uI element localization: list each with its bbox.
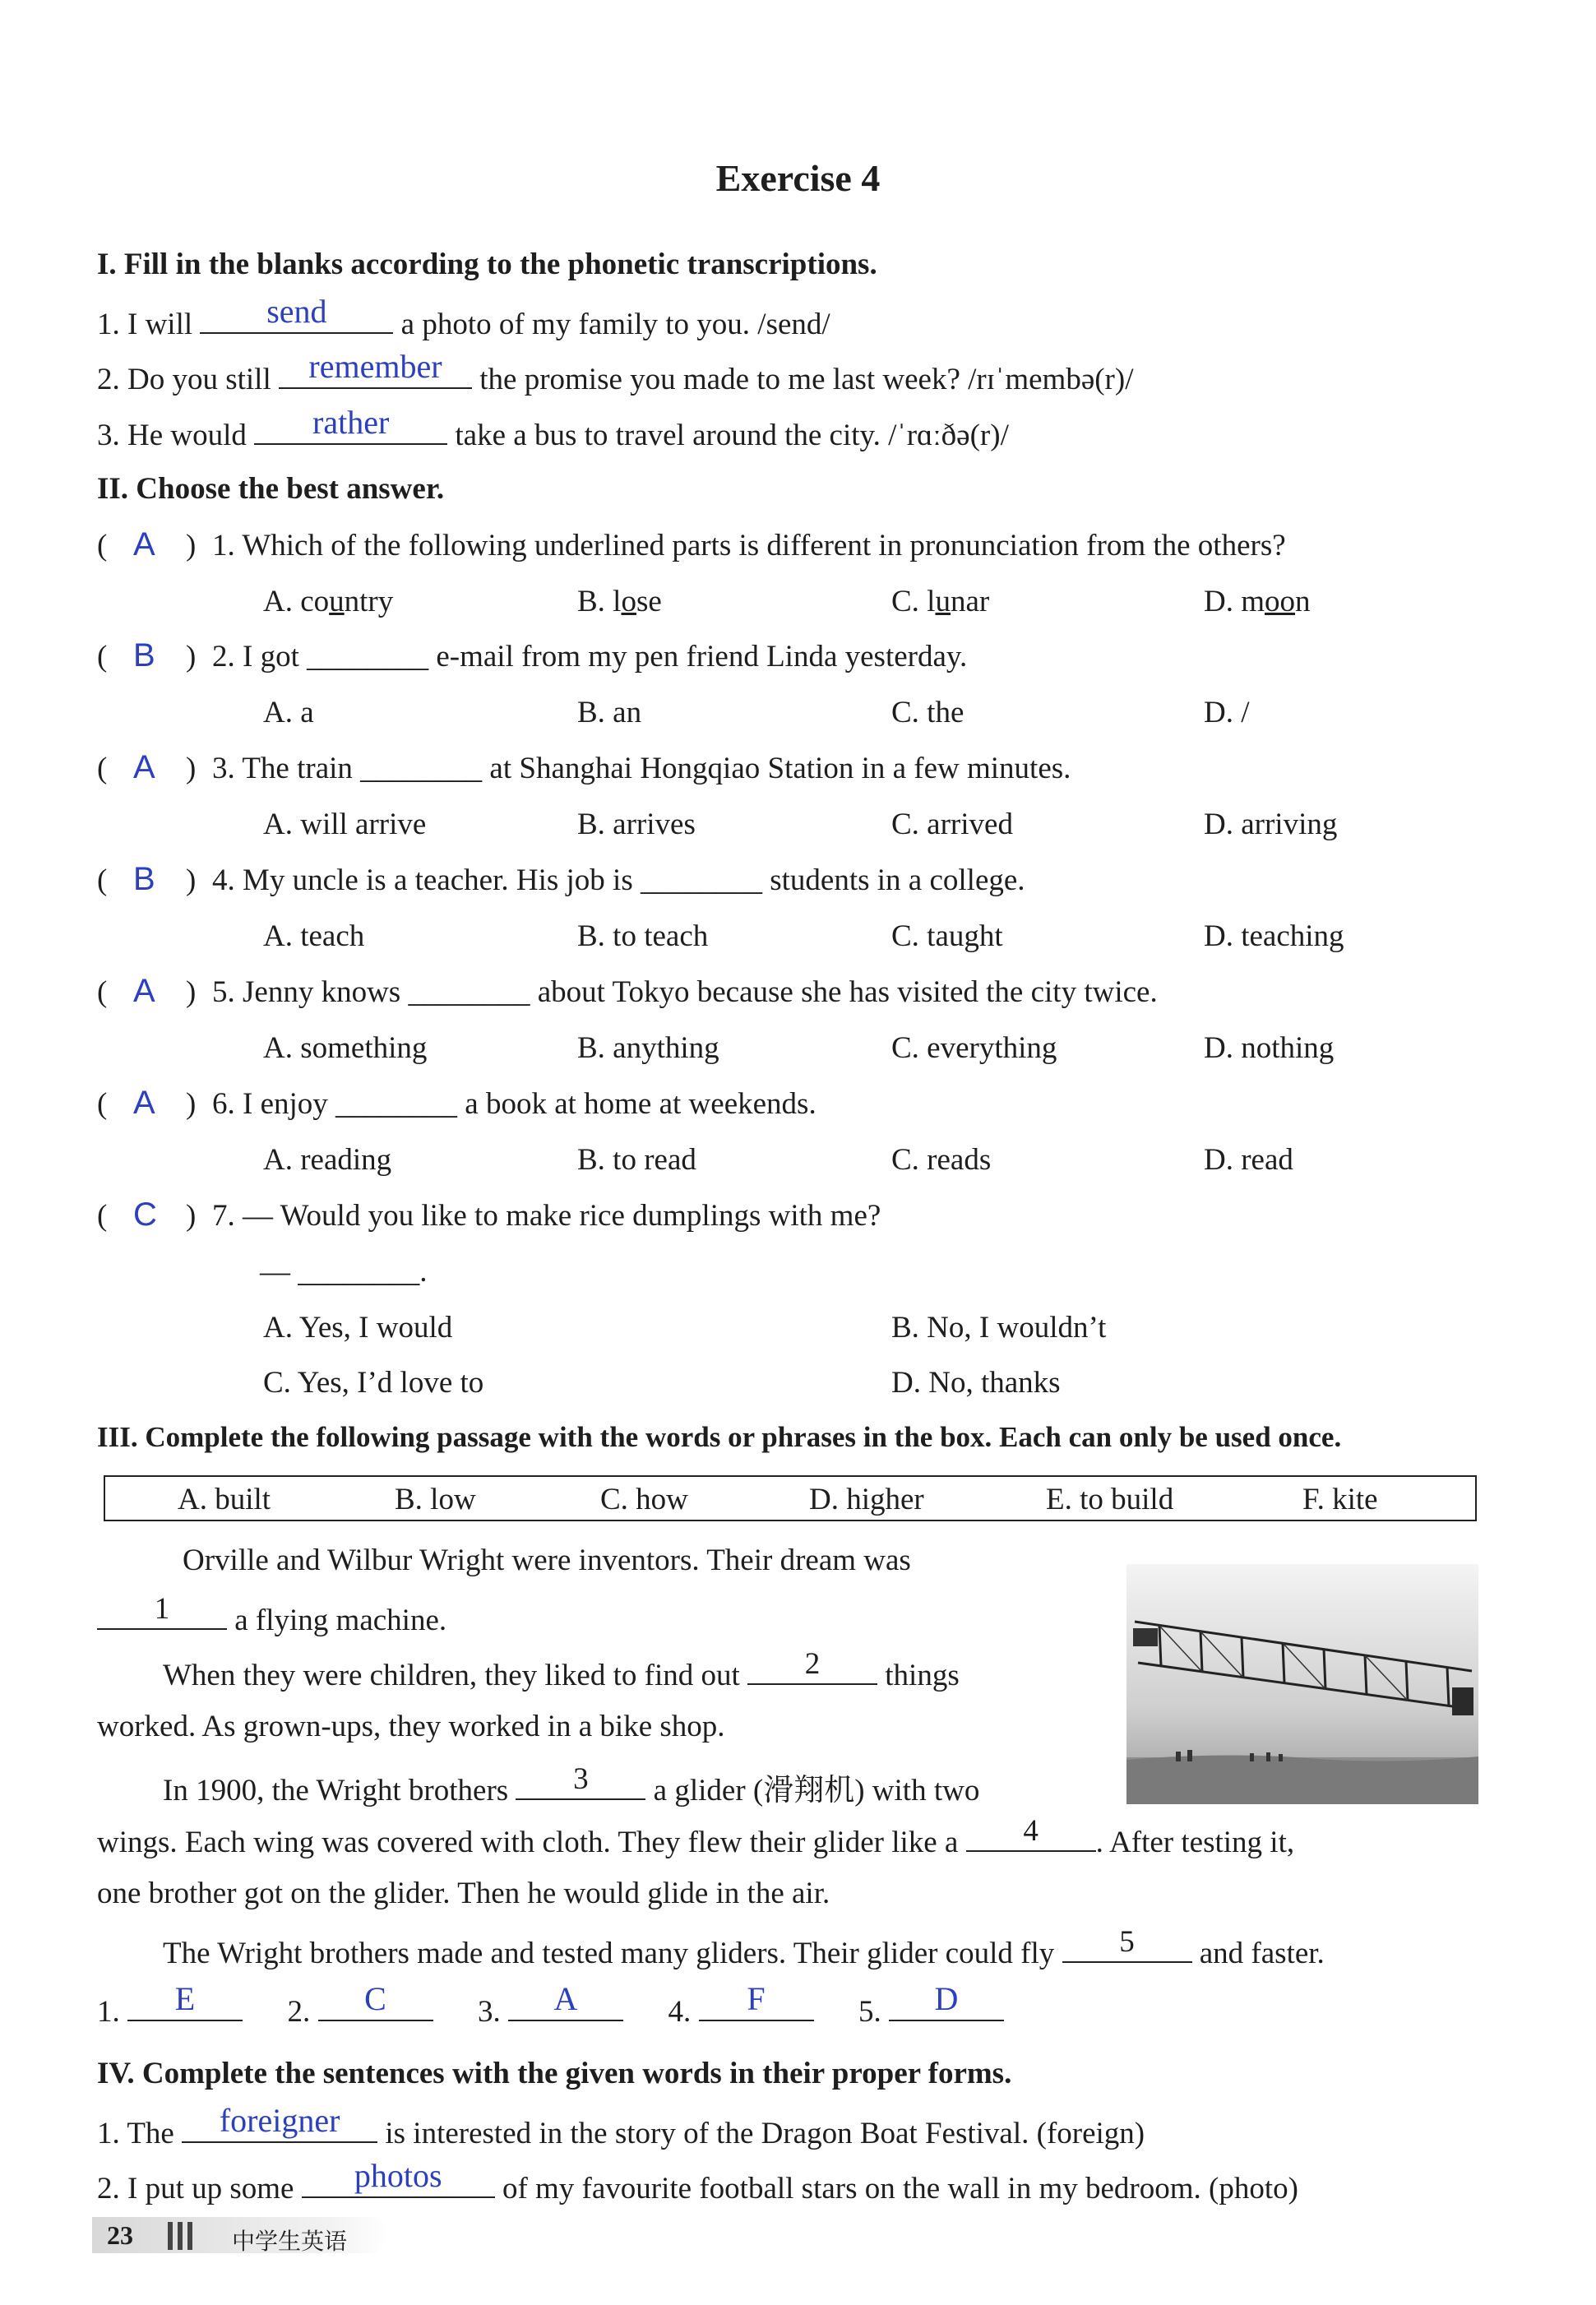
page-number: 23 — [107, 2220, 133, 2250]
passage-blank-2-number: 2 — [804, 1647, 821, 1681]
paren-open: ( — [97, 1199, 108, 1233]
q1-option-c-label: C. l — [891, 585, 936, 618]
s1-item-3-suffix: take a bus to travel around the city. /ˈrɑːðə(r)/ — [455, 419, 1009, 452]
word-box-f: F. kite — [1302, 1483, 1378, 1516]
passage-line-4: worked. As grown-ups, they worked in a bike shop. — [97, 1710, 725, 1743]
s4-item-1-answer: foreigner — [219, 2102, 340, 2139]
s1-item-1-prefix: 1. I will — [97, 308, 193, 341]
paren-open: ( — [97, 640, 108, 673]
q1-option-c-underlined: u — [935, 585, 951, 618]
paren-close: ) — [186, 529, 197, 562]
wright-glider-photo — [1126, 1564, 1478, 1804]
word-box-d: D. higher — [809, 1483, 924, 1516]
passage-line-3 — [163, 1647, 960, 1693]
q1-option-c-rest: nar — [950, 585, 990, 618]
paren-close: ) — [186, 1199, 197, 1233]
q1-option-a-label: A. co — [263, 585, 330, 618]
s4-item-2-blank[interactable] — [302, 2157, 495, 2198]
s4-item-2-prefix: 2. I put up some — [97, 2172, 294, 2205]
s1-item-1-answer: send — [266, 293, 327, 330]
q3-option-a[interactable]: A. will arrive — [263, 808, 427, 841]
q2-text: 2. I got ________ e-mail from my pen friend Linda yesterday. — [212, 640, 968, 673]
word-box-a: A. built — [178, 1483, 271, 1516]
s3-answer-2-label: 2. — [287, 1995, 311, 2029]
passage-line-3-text: When they were children, they liked to find out — [163, 1659, 740, 1692]
passage-blank-2[interactable] — [747, 1647, 877, 1685]
s3-answer-5: D — [934, 1980, 959, 2017]
q4-text: 4. My uncle is a teacher. His job is ________ students in a college. — [212, 863, 1025, 897]
paren-open: ( — [97, 1087, 108, 1121]
s4-item-1-prefix: 1. The — [97, 2117, 174, 2150]
q1-option-a[interactable] — [263, 584, 393, 619]
q1-option-b-label: B. l — [577, 585, 622, 618]
q5-option-c[interactable]: C. everything — [891, 1031, 1057, 1065]
s3-answer-5-label: 5. — [858, 1995, 881, 2029]
q2-option-a[interactable]: A. a — [263, 696, 314, 729]
q1-option-b-underlined: o — [621, 585, 636, 618]
q7-option-d[interactable]: D. No, thanks — [891, 1366, 1061, 1400]
q5-text: 5. Jenny knows ________ about Tokyo because she has visited the city twice. — [212, 975, 1158, 1009]
passage-blank-5[interactable] — [1062, 1925, 1192, 1963]
section-1-heading: I. Fill in the blanks according to the phonetic transcriptions. — [97, 248, 877, 281]
s1-item-2-suffix: the promise you made to me last week? /rɪˈmembə(r)/ — [479, 363, 1134, 396]
passage-blank-1[interactable] — [97, 1592, 227, 1630]
s3-answer-1-blank[interactable] — [127, 1980, 243, 2021]
passage-blank-4[interactable] — [966, 1814, 1096, 1852]
q3-option-d[interactable]: D. arriving — [1204, 808, 1338, 841]
passage-line-6 — [97, 1814, 1295, 1860]
q1-answer: A — [133, 526, 155, 562]
q5-answer: A — [133, 973, 155, 1009]
q1-option-a-rest: ntry — [344, 585, 394, 618]
passage-line-8-end: and faster. — [1199, 1937, 1325, 1970]
passage-line-5-text: In 1900, the Wright brothers — [163, 1774, 509, 1807]
word-box — [104, 1475, 1477, 1521]
q1-option-d[interactable] — [1204, 584, 1311, 619]
glider-illustration — [1126, 1564, 1478, 1804]
q1-option-a-underlined: u — [329, 585, 345, 618]
q1-option-c[interactable] — [891, 584, 989, 619]
q7-text: 7. — Would you like to make rice dumplings with me? — [212, 1199, 881, 1233]
paren-close: ) — [186, 640, 197, 673]
q1-option-b[interactable] — [577, 584, 662, 619]
s1-item-3-prefix: 3. He would — [97, 419, 247, 452]
passage-blank-3-number: 3 — [573, 1762, 589, 1796]
s1-item-1-suffix: a photo of my family to you. /send/ — [400, 308, 830, 341]
section-4-heading: IV. Complete the sentences with the given words in their proper forms. — [97, 2057, 1012, 2090]
s3-answer-3-blank[interactable] — [508, 1980, 623, 2021]
q1-option-d-underlined: oo — [1265, 585, 1295, 618]
paren-close: ) — [186, 975, 197, 1009]
passage-line-2-text: a flying machine. — [234, 1604, 447, 1637]
q3-answer: A — [133, 749, 155, 785]
s1-item-2-answer: remember — [308, 348, 442, 385]
s3-answer-3-label: 3. — [478, 1995, 501, 2029]
passage-blank-3[interactable] — [516, 1762, 645, 1800]
s4-item-1 — [97, 2102, 1145, 2151]
q2-option-d[interactable]: D. / — [1204, 696, 1250, 729]
paren-open: ( — [97, 752, 108, 785]
q2-answer: B — [133, 637, 155, 673]
q7-option-b[interactable]: B. No, I wouldn’t — [891, 1311, 1107, 1345]
q2-option-b[interactable]: B. an — [577, 696, 642, 729]
q5-option-b[interactable]: B. anything — [577, 1031, 719, 1065]
passage-blank-4-number: 4 — [1023, 1814, 1039, 1848]
paren-close: ) — [186, 752, 197, 785]
s3-answer-4-label: 4. — [668, 1995, 692, 2029]
q3-option-c[interactable]: C. arrived — [891, 808, 1013, 841]
section-3-heading: III. Complete the following passage with the words or phrases in the box. Each can only be used once. — [97, 1421, 1342, 1453]
q3-option-b[interactable]: B. arrives — [577, 808, 696, 841]
passage-blank-1-number: 1 — [154, 1592, 170, 1626]
page-footer — [92, 2217, 388, 2253]
passage-line-3-end: things — [885, 1659, 960, 1692]
s4-item-2-suffix: of my favourite football stars on the wall in my bedroom. (photo) — [502, 2172, 1298, 2205]
q5-option-a[interactable]: A. something — [263, 1031, 428, 1065]
footer-bars-icon — [168, 2222, 197, 2254]
passage-line-6-end: . After testing it, — [1095, 1826, 1295, 1859]
paren-close: ) — [186, 1087, 197, 1121]
passage-line-2 — [97, 1592, 447, 1638]
passage-line-8 — [163, 1925, 1325, 1971]
passage-line-5-end: a glider (滑翔机) with two — [653, 1774, 980, 1807]
q4-option-a[interactable]: A. teach — [263, 919, 365, 953]
section-2-heading: II. Choose the best answer. — [97, 472, 445, 506]
passage-blank-5-number: 5 — [1119, 1925, 1135, 1959]
s1-item-1 — [97, 293, 830, 342]
q3-text: 3. The train ________ at Shanghai Hongqiao Station in a few minutes. — [212, 752, 1071, 785]
publication-name: 中学生英语 — [232, 2228, 348, 2255]
page-title: Exercise 4 — [715, 157, 881, 199]
paren-open: ( — [97, 975, 108, 1009]
s3-answer-3: A — [553, 1980, 578, 2017]
q7-option-a[interactable]: A. Yes, I would — [263, 1311, 453, 1345]
s1-item-3-blank[interactable] — [254, 404, 447, 445]
s4-item-2 — [97, 2157, 1298, 2206]
passage-line-7: one brother got on the glider. Then he would glide in the air. — [97, 1877, 830, 1910]
s1-item-2 — [97, 348, 1134, 397]
paren-close: ) — [186, 863, 197, 897]
q6-option-a[interactable]: A. reading — [263, 1143, 392, 1177]
paren-open: ( — [97, 529, 108, 562]
s4-item-1-suffix: is interested in the story of the Dragon Boat Festival. (foreign) — [385, 2117, 1145, 2150]
s3-answer-4-blank[interactable] — [699, 1980, 814, 2021]
s1-item-3-answer: rather — [312, 404, 390, 441]
word-box-e: E. to build — [1046, 1483, 1174, 1516]
q7-reply-blank: — ________. — [260, 1255, 428, 1289]
q6-option-c[interactable]: C. reads — [891, 1143, 992, 1177]
s1-item-2-prefix: 2. Do you still — [97, 363, 271, 396]
s3-answer-2-blank[interactable] — [318, 1980, 433, 2021]
q4-option-b[interactable]: B. to teach — [577, 919, 709, 953]
q4-option-c[interactable]: C. taught — [891, 919, 1003, 953]
q4-answer: B — [133, 861, 155, 897]
q4-option-d[interactable]: D. teaching — [1204, 919, 1344, 953]
q2-option-c[interactable]: C. the — [891, 696, 965, 729]
s3-answers-row — [97, 1980, 1004, 2030]
passage-line-6-text: wings. Each wing was covered with cloth. They flew their glider like a — [97, 1826, 959, 1859]
q6-answer: A — [133, 1085, 155, 1121]
q1-option-d-rest: n — [1295, 585, 1311, 618]
s1-item-2-blank[interactable] — [279, 348, 472, 389]
s3-answer-1-label: 1. — [97, 1995, 120, 2029]
passage-line-1: Orville and Wilbur Wright were inventors. Their dream was — [183, 1544, 911, 1577]
s4-item-2-answer: photos — [354, 2157, 442, 2194]
s3-answer-1: E — [174, 1980, 196, 2017]
q1-text: 1. Which of the following underlined parts is different in pronunciation from the others? — [212, 529, 1286, 562]
s4-item-1-blank[interactable] — [182, 2102, 377, 2143]
s1-item-1-blank[interactable] — [200, 293, 393, 334]
s3-answer-5-blank[interactable] — [889, 1980, 1004, 2021]
passage-line-5 — [163, 1762, 980, 1809]
passage-line-8-text: The Wright brothers made and tested many gliders. Their glider could fly — [163, 1937, 1055, 1970]
word-box-c: C. how — [600, 1483, 688, 1516]
s3-answer-2: C — [364, 1980, 386, 2017]
q5-option-d[interactable]: D. nothing — [1204, 1031, 1335, 1065]
word-box-b: B. low — [395, 1483, 476, 1516]
s3-answer-4: F — [747, 1980, 766, 2017]
q7-answer: C — [133, 1196, 157, 1233]
q1-option-b-rest: se — [636, 585, 662, 618]
paren-open: ( — [97, 863, 108, 897]
q6-text: 6. I enjoy ________ a book at home at weekends. — [212, 1087, 817, 1121]
q1-option-d-label: D. m — [1204, 585, 1265, 618]
q7-option-c[interactable]: C. Yes, I’d love to — [263, 1366, 484, 1400]
s1-item-3 — [97, 404, 1009, 453]
q6-option-b[interactable]: B. to read — [577, 1143, 696, 1177]
q6-option-d[interactable]: D. read — [1204, 1143, 1293, 1177]
